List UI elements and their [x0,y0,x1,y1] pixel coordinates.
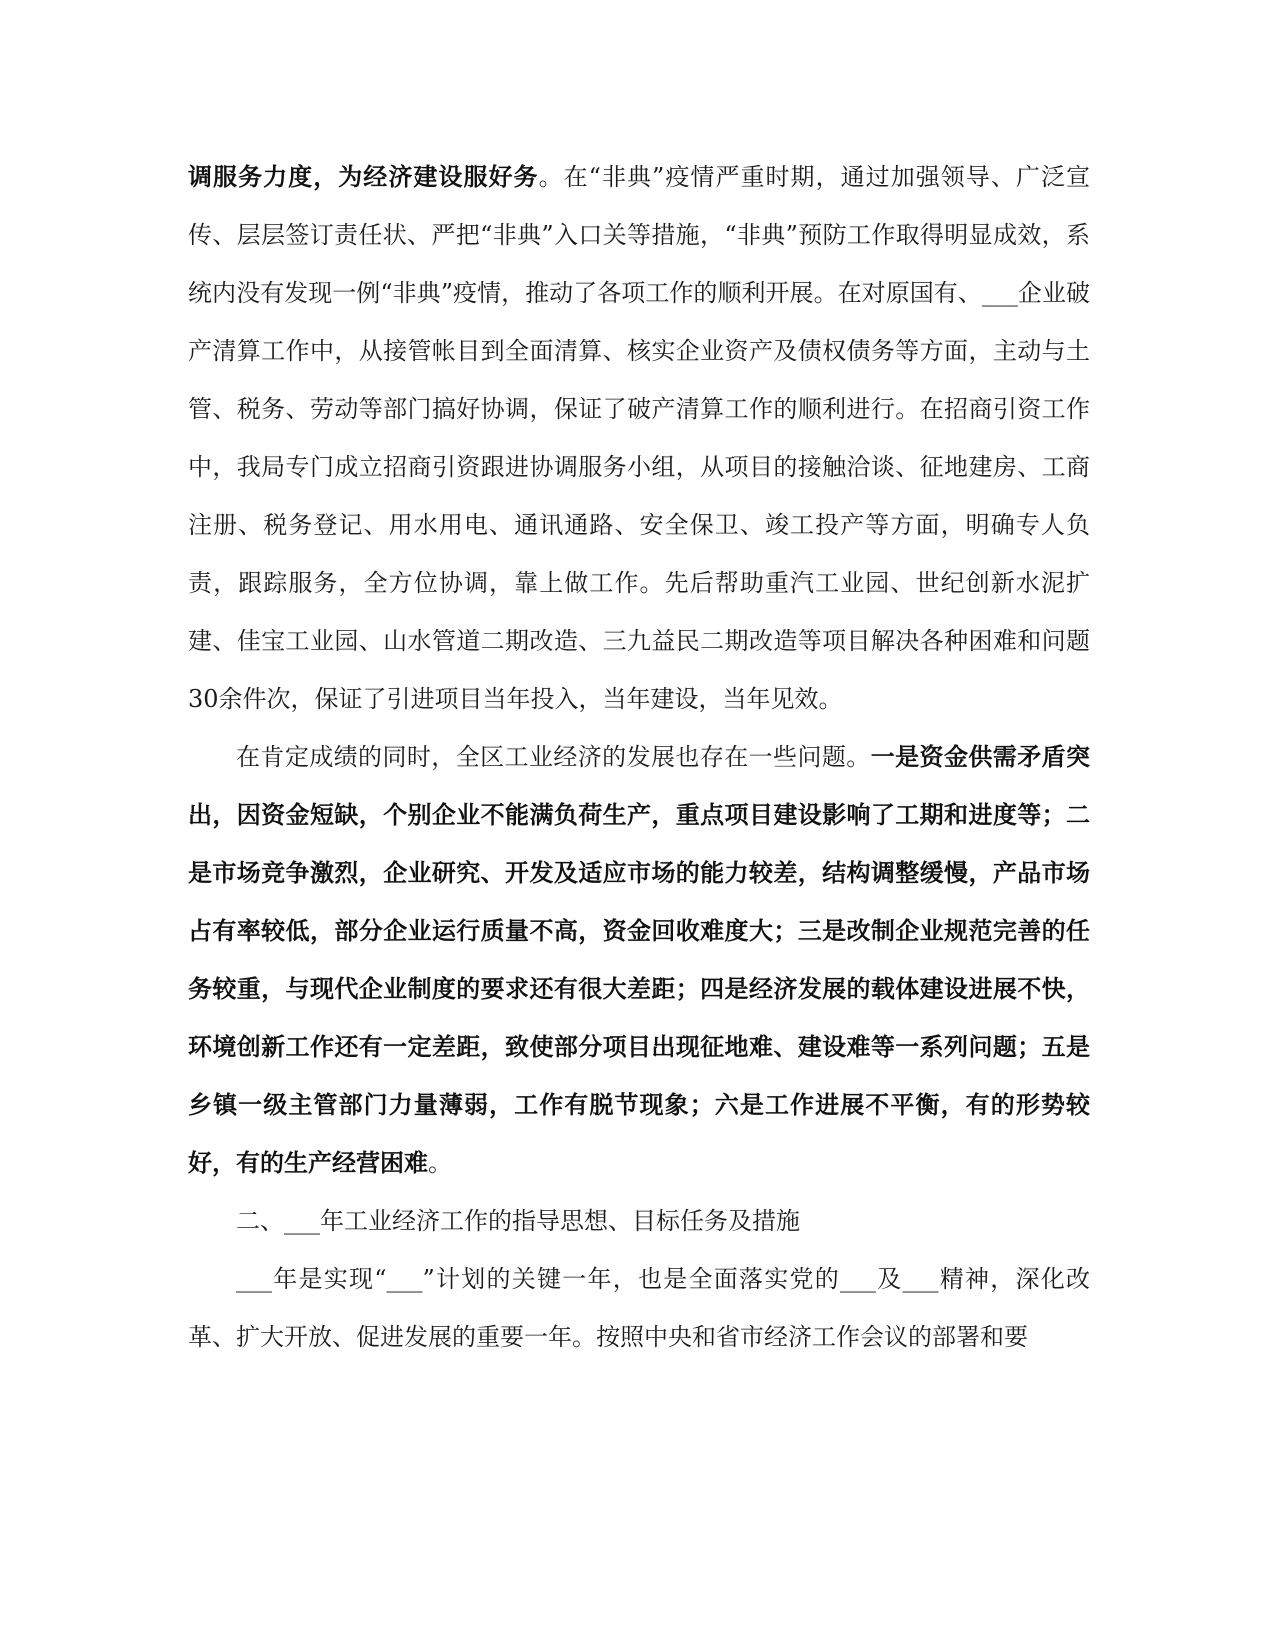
document-body [188,148,1090,1366]
paragraph-lead: 在肯定成绩的同时，全区工业经济的发展也存在一些问题。 [236,743,871,771]
paragraph-service-coordination [188,148,1090,728]
paragraph-bold-lead: 调服务力度，为经济建设服好务 [188,162,539,191]
paragraph-bold-problems: 一是资金供需矛盾突出，因资金短缺，个别企业不能满负荷生产，重点项目建设影响了工期和进度等；二是市场竞争激烈，企业研究、开发及适应市场的能力较差，结构调整缓慢，产品市场占有率较低，部分企业运行质量不高，资金回收难度大；三是改制企业规范完善的任务较重，与现代企业制度的要求还有很大差距；四是经济发展的载体建设进展不快，环境创新工作还有一定差距，致使部分项目出现征地难、建设难等一系列问题；五是乡镇一级主管部门力量薄弱，工作有脱节现象；六是工作进展不平衡，有的形势较好，有的生产经营困难 [188,742,1091,1177]
section-heading: 二、___年工业经济工作的指导思想、目标任务及措施 [236,1207,800,1235]
paragraph-tail: 。 [428,1149,452,1177]
paragraph-text: 。在“非典”疫情严重时期，通过加强领导、广泛宣传、层层签订责任状、严把“非典”入口关等措施，“非典”预防工作取得明显成效，系统内没有发现一例“非典”疫情，推动了各项工作的顺利开展。在对原国有、___企业破产清算工作中，从接管帐目到全面清算、核实企业资产及债权债务等方面，主动与土管、税务、劳动等部门搞好协调，保证了破产清算工作的顺利进行。在招商引资工作中，我局专门成立招商引资跟进协调服务小组，从项目的接触洽谈、征地建房、工商注册、税务登记、用水用电、通讯通路、安全保卫、竣工投产等方面，明确专人负责，跟踪服务，全方位协调，靠上做工作。先后帮助重汽工业园、世纪创新水泥扩建、佳宝工业园、山水管道二期改造、三九益民二期改造等项目解决各种困难和问题30余件次，保证了引进项目当年投入，当年建设，当年见效。 [188,163,1091,713]
paragraph-guiding-year: ___年是实现“___”计划的关键一年，也是全面落实党的___及___精神，深化改革、扩大开放、促进发展的重要一年。按照中央和省市经济工作会议的部署和要 [188,1265,1090,1351]
paragraph-problems [188,728,1090,1192]
